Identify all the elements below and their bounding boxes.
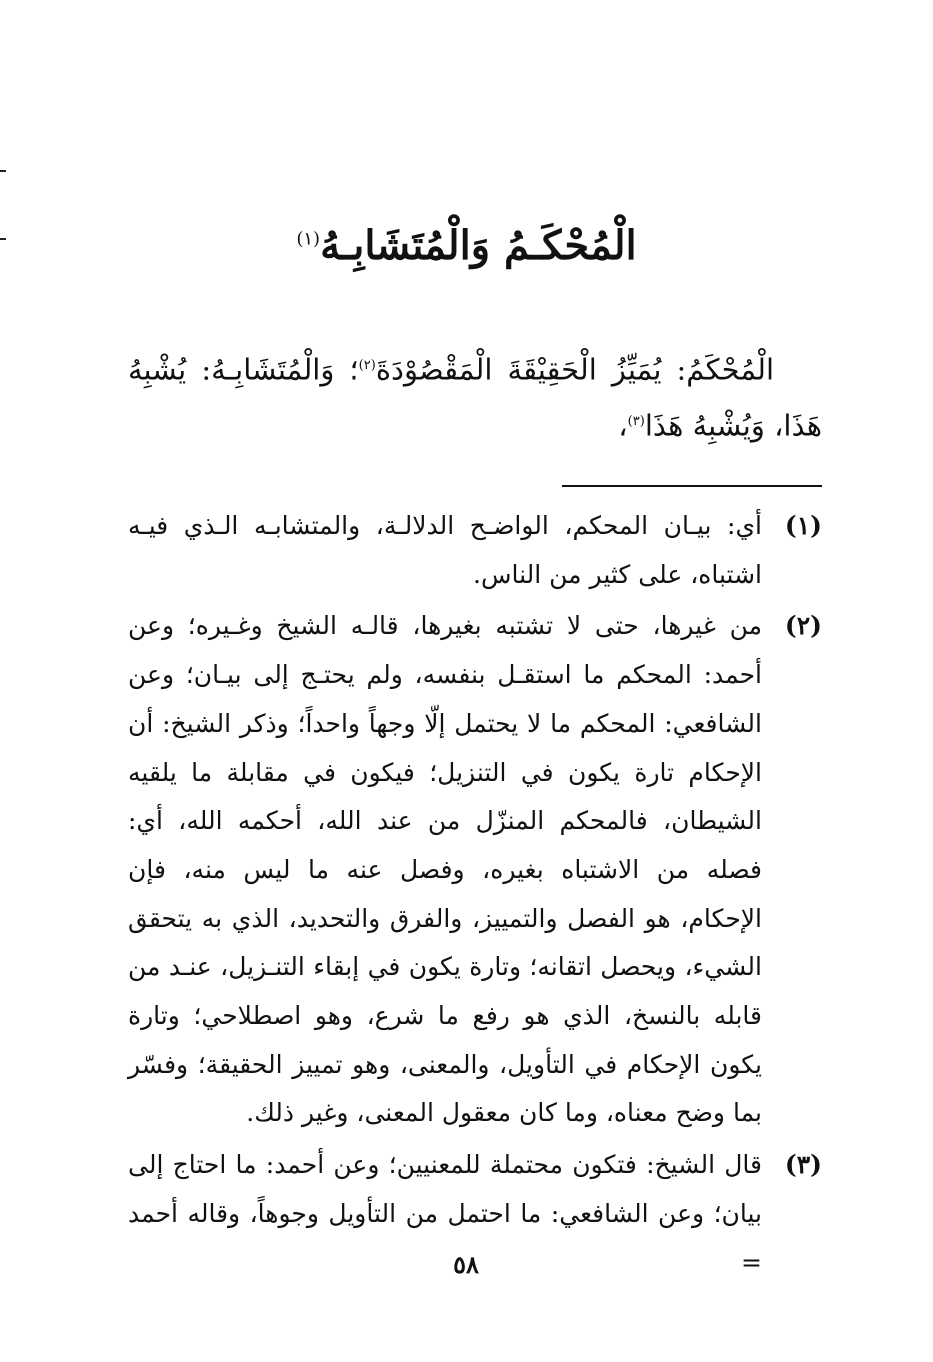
footnote-ref-3: (٣) xyxy=(627,413,645,429)
margin-mark xyxy=(0,170,6,172)
title-footnote-ref: (١) xyxy=(296,228,321,250)
main-text-part2: ؛ وَالْمُتَشَابِـهُ: يُشْبِهُ هَذَا، وَيُشْبِهُ هَذَا xyxy=(128,352,822,443)
footnote-number: (٣) xyxy=(784,1150,822,1180)
page-number: ٥٨ xyxy=(453,1250,479,1279)
footnote-1 xyxy=(128,502,822,599)
margin-mark xyxy=(0,238,6,240)
footnote-number: (١) xyxy=(784,511,822,540)
footnote-text: قال الشيخ: فتكون محتملة للمعنيين؛ وعن أحمد: ما احتاج إلى بيان؛ وعن الشافعي: ما احتمل من التأويل وجوهاً، وقاله أحمد = xyxy=(128,1150,762,1277)
footnote-number: (٢) xyxy=(784,611,822,641)
footnote-separator xyxy=(562,485,822,487)
footnotes xyxy=(128,502,822,1290)
title-text: الْمُحْكَـمُ وَالْمُتَشَابِـهُ xyxy=(320,222,637,269)
main-text-part3: ، xyxy=(618,408,628,443)
footnote-text: من غيرها، حتى لا تشتبه بغيرها، قالـه الشيخ وغـيره؛ وعن أحمد: المحكم ما استقـل بنفسه، ولم يحتـج إلى بيـان؛ وعن الشافعي: المحكم ما لا يحتمل إلّا وجهاً واحداً؛ وذكر الشيخ: أن الإحكام تارة يكون في التنزيل؛ فيكون في مقابلة ما يلقيه الشيطان، فالمحكم المنزّل من عند الله، أحكمه الله، أي: فصله من الاشتباه بغيره، وفصل عنه ما ليس منه، فإن الإحكام، هو الفصل والتمييز، والفرق والتحديد، الذي به يتحقق الشيء، ويحصل اتقانه؛ وتارة يكون في إبقاء التنـزيل، عنـد من قابله بالنسخ، الذي هو رفع ما شرع، وهو اصطلاحي؛ وتارة يكون الإحكام في التأويل، والمعنى، وهو تمييز الحقيقة؛ وفسّر بما وضح معناه، وما كان معقول المعنى، وغير ذلك. xyxy=(128,611,762,1128)
footnote-ref-2: (٢) xyxy=(358,358,376,373)
main-text xyxy=(128,340,822,451)
page-title xyxy=(160,222,773,270)
footnote-2 xyxy=(128,602,822,1138)
main-text-part1: الْمُحْكَمُ: يُمَيِّزُ الْحَقِيْقَةَ الْمَقْصُوْدَةَ xyxy=(375,352,775,387)
footnote-text: أي: بيـان المحكم، الواضـح الدلالـة، والمتشابـه الـذي فيـه اشتباه، على كثير من الناس. xyxy=(128,511,762,589)
main-paragraph xyxy=(128,340,822,451)
